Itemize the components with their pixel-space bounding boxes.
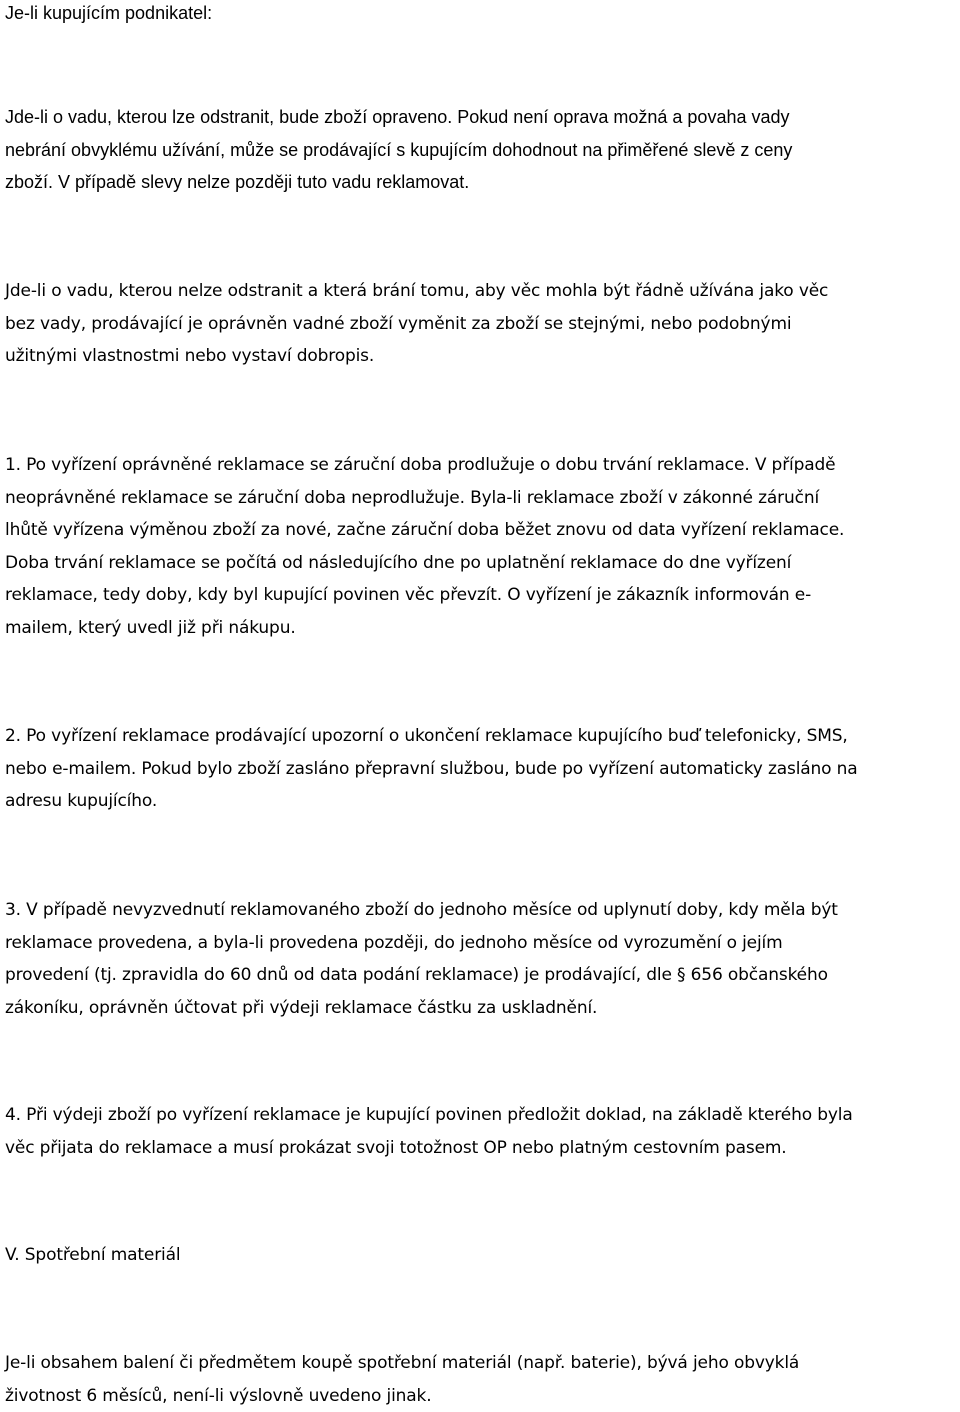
list-item-2: [5, 720, 858, 818]
paragraph-removable-defect: [5, 101, 792, 199]
text-line: reklamace, tedy doby, kdy byl kupující povinen věc převzít. O vyřízení je zákazník informován e-: [5, 585, 812, 605]
text-line: 1. Po vyřízení oprávněné reklamace se záruční doba prodlužuje o dobu trvání reklamace. V případě: [5, 455, 836, 475]
list-item-1: [5, 449, 844, 644]
text-line: bez vady, prodávající je oprávněn vadné zboží vyměnit za zboží se stejnými, nebo podobnými: [5, 313, 792, 334]
paragraph-consumables: [5, 1347, 799, 1412]
text-line: mailem, který uvedl již při nákupu.: [5, 617, 296, 638]
list-item-4: [5, 1099, 853, 1164]
text-line: nebo e-mailem. Pokud bylo zboží zasláno přepravní službou, bude po vyřízení automaticky zasláno na: [5, 758, 858, 779]
text-line: provedení (tj. zpravidla do 60 dnů od data podání reklamace) je prodávající, dle § 656 občanského: [5, 965, 828, 985]
text-line: Jde-li o vadu, kterou lze odstranit, bude zboží opraveno. Pokud není oprava možná a povaha vady: [5, 107, 790, 127]
text-line: zákoníku, oprávněn účtovat při výdeji reklamace částku za uskladnění.: [5, 997, 598, 1018]
text-line: životnost 6 měsíců, není-li výslovně uvedeno jinak.: [5, 1385, 432, 1406]
text-line: nebrání obvyklému užívání, může se prodávající s kupujícím dohodnout na přiměřené slevě z ceny: [5, 139, 793, 160]
text-line: věc přijata do reklamace a musí prokázat svoji totožnost OP nebo platným cestovním pasem.: [5, 1137, 787, 1158]
heading-buyer-entrepreneur: [5, 0, 212, 30]
text-line: 4. Při výdeji zboží po vyřízení reklamace je kupující povinen předložit doklad, na základě kterého byla: [5, 1105, 853, 1125]
text-line: lhůtě vyřízena výměnou zboží za nové, začne záruční doba běžet znovu od data vyřízení reklamace.: [5, 520, 845, 540]
heading-text: Je-li kupujícím podnikatel:: [5, 3, 213, 23]
paragraph-unremovable-defect: [5, 275, 828, 373]
text-line: 3. V případě nevyzvednutí reklamovaného zboží do jednoho měsíce od uplynutí doby, kdy měla být: [5, 900, 838, 920]
text-line: 2. Po vyřízení reklamace prodávající upozorní o ukončení reklamace kupujícího buď telefonicky, SMS,: [5, 726, 848, 746]
text-line: Je-li obsahem balení či předmětem koupě spotřební materiál (např. baterie), bývá jeho obvyklá: [5, 1353, 800, 1373]
list-item-3: [5, 894, 838, 1024]
text-line: adresu kupujícího.: [5, 791, 158, 811]
section-title-text: V. Spotřební materiál: [5, 1245, 181, 1265]
text-line: užitnými vlastnostmi nebo vystaví dobropis.: [5, 346, 375, 366]
text-line: Jde-li o vadu, kterou nelze odstranit a která brání tomu, aby věc mohla být řádně užívána jako věc: [5, 281, 829, 301]
text-line: Doba trvání reklamace se počítá od následujícího dne po uplatnění reklamace do dne vyřízení: [5, 552, 792, 573]
text-line: reklamace provedena, a byla-li provedena později, do jednoho měsíce od vyrozumění o jejím: [5, 932, 783, 953]
text-line: neoprávněné reklamace se záruční doba neprodlužuje. Byla-li reklamace zboží v zákonné záruční: [5, 487, 820, 508]
section-title-consumables: [5, 1239, 180, 1272]
text-line: zboží. V případě slevy nelze později tuto vadu reklamovat.: [5, 172, 470, 192]
